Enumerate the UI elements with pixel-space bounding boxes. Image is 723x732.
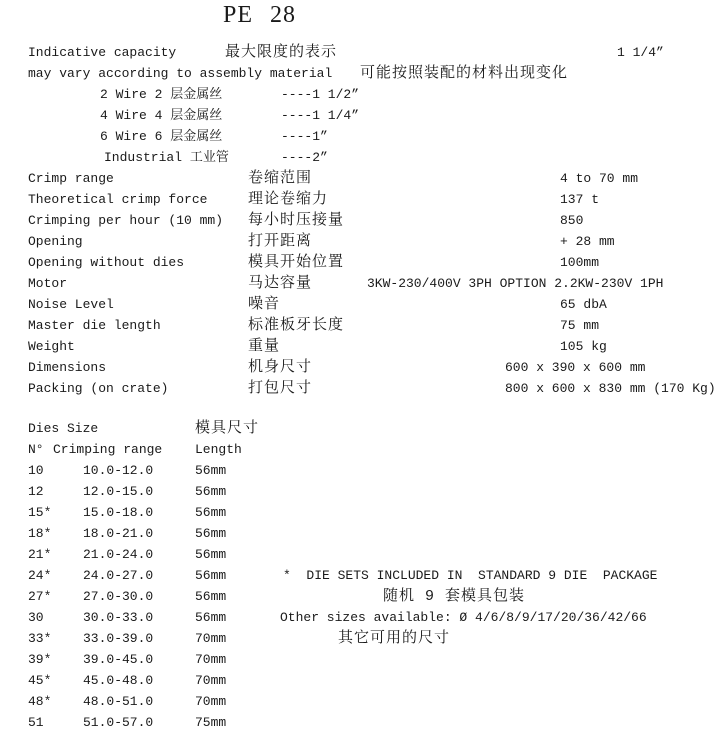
- capacity-note-zh: 可能按照装配的材料出现变化: [360, 65, 569, 82]
- spec-value: 100mm: [560, 255, 600, 270]
- die-range: 30.0-33.0: [83, 610, 154, 625]
- spec-label-zh: 标准板牙长度: [248, 317, 345, 334]
- dies-title-row: [0, 418, 723, 439]
- die-range: 39.0-45.0: [83, 652, 154, 667]
- capacity-line: [0, 84, 723, 105]
- dies-col-range: Crimping range: [53, 442, 163, 457]
- die-range: 21.0-24.0: [83, 547, 154, 562]
- spec-row: [0, 294, 723, 315]
- spec-label-zh: 模具开始位置: [248, 254, 345, 271]
- die-row: [0, 649, 723, 670]
- spec-label-zh: 噪音: [248, 296, 281, 313]
- die-range: 33.0-39.0: [83, 631, 154, 646]
- spec-label-en: Noise Level: [28, 297, 114, 312]
- die-row: [0, 670, 723, 691]
- spec-label-en: Crimping per hour (10 mm): [28, 213, 224, 228]
- die-number: 10: [28, 463, 44, 478]
- spec-label-zh: 打包尺寸: [248, 380, 313, 397]
- die-length: 70mm: [195, 631, 227, 646]
- note-other-sizes-en: Other sizes available: Ø 4/6/8/9/17/20/36/42/66: [280, 610, 647, 625]
- capacity-line: [0, 147, 723, 168]
- dies-title-zh: 模具尺寸: [195, 420, 260, 437]
- capacity-value: 1 1/4”: [617, 45, 664, 60]
- die-length: 56mm: [195, 589, 227, 604]
- die-range: 45.0-48.0: [83, 673, 154, 688]
- spec-label-zh: 重量: [248, 338, 281, 355]
- die-number: 39*: [28, 652, 52, 667]
- die-number: 12: [28, 484, 44, 499]
- capacity-note-en: may vary according to assembly material: [28, 66, 333, 81]
- die-number: 24*: [28, 568, 52, 583]
- spec-label-en: Motor: [28, 276, 68, 291]
- spec-label-en: Theoretical crimp force: [28, 192, 208, 207]
- die-length: 56mm: [195, 526, 227, 541]
- capacity-line-label: 6 Wire 6 层金属丝: [100, 129, 223, 144]
- page-title: PE 28: [223, 2, 297, 28]
- die-range: 51.0-57.0: [83, 715, 154, 730]
- die-length: 70mm: [195, 694, 227, 709]
- die-range: 27.0-30.0: [83, 589, 154, 604]
- capacity-label-en: Indicative capacity: [28, 45, 177, 60]
- die-number: 48*: [28, 694, 52, 709]
- spec-label-en: Weight: [28, 339, 75, 354]
- spec-value: 137 t: [560, 192, 600, 207]
- die-range: 48.0-51.0: [83, 694, 154, 709]
- die-row: [0, 460, 723, 481]
- capacity-line-value: ----1”: [281, 129, 328, 144]
- spec-value: + 28 mm: [560, 234, 615, 249]
- die-range: 10.0-12.0: [83, 463, 154, 478]
- die-number: 18*: [28, 526, 52, 541]
- die-row: [0, 607, 723, 628]
- die-row: [0, 628, 723, 649]
- die-row: [0, 502, 723, 523]
- die-row: [0, 565, 723, 586]
- spec-row: [0, 336, 723, 357]
- capacity-line-value: ----1 1/2”: [281, 87, 360, 102]
- capacity-line-label: 4 Wire 4 层金属丝: [100, 108, 223, 123]
- spec-label-zh: 马达容量: [248, 275, 313, 292]
- spec-row: [0, 189, 723, 210]
- die-row: [0, 691, 723, 712]
- spec-row: [0, 231, 723, 252]
- die-row: [0, 481, 723, 502]
- capacity-line-value: ----2”: [281, 150, 328, 165]
- dies-title-en: Dies Size: [28, 421, 99, 436]
- die-row: [0, 523, 723, 544]
- spec-label-en: Opening without dies: [28, 255, 185, 270]
- spec-label-en: Opening: [28, 234, 83, 249]
- spec-row: [0, 210, 723, 231]
- spec-row: [0, 357, 723, 378]
- die-row: [0, 712, 723, 732]
- spec-label-zh: 卷缩范围: [248, 170, 313, 187]
- die-number: 15*: [28, 505, 52, 520]
- dies-col-n: N°: [28, 442, 44, 457]
- spec-row: [0, 273, 723, 294]
- die-number: 33*: [28, 631, 52, 646]
- die-range: 24.0-27.0: [83, 568, 154, 583]
- capacity-label-zh: 最大限度的表示: [225, 44, 338, 61]
- spec-label-en: Dimensions: [28, 360, 107, 375]
- capacity-line: [0, 126, 723, 147]
- dies-header-row: [0, 439, 723, 460]
- die-range: 18.0-21.0: [83, 526, 154, 541]
- spec-label-en: Master die length: [28, 318, 161, 333]
- capacity-line-label: Industrial 工业管: [104, 150, 229, 165]
- die-range: 12.0-15.0: [83, 484, 154, 499]
- spec-row: [0, 168, 723, 189]
- die-range: 15.0-18.0: [83, 505, 154, 520]
- die-length: 70mm: [195, 673, 227, 688]
- die-length: 56mm: [195, 463, 227, 478]
- spec-label-en: Crimp range: [28, 171, 114, 186]
- die-number: 27*: [28, 589, 52, 604]
- die-number: 45*: [28, 673, 52, 688]
- spec-value: 3KW-230/400V 3PH OPTION 2.2KW-230V 1PH: [367, 276, 664, 291]
- note-die-sets-en: * DIE SETS INCLUDED IN STANDARD 9 DIE PACKAGE: [283, 568, 658, 583]
- spec-row: [0, 252, 723, 273]
- spec-label-zh: 机身尺寸: [248, 359, 313, 376]
- dies-col-length: Length: [195, 442, 242, 457]
- spec-value: 850: [560, 213, 584, 228]
- die-length: 70mm: [195, 652, 227, 667]
- die-length: 56mm: [195, 610, 227, 625]
- die-length: 56mm: [195, 484, 227, 499]
- spec-value: 75 mm: [560, 318, 600, 333]
- spec-label-zh: 理论卷缩力: [248, 191, 329, 208]
- spec-label-zh: 打开距离: [248, 233, 313, 250]
- spec-label-zh: 每小时压接量: [248, 212, 345, 229]
- die-row: [0, 544, 723, 565]
- capacity-line-label: 2 Wire 2 层金属丝: [100, 87, 223, 102]
- spec-row: [0, 378, 723, 399]
- capacity-row: [0, 42, 723, 63]
- spec-value: 4 to 70 mm: [560, 171, 639, 186]
- die-number: 30: [28, 610, 44, 625]
- die-row: [0, 586, 723, 607]
- spec-value: 600 x 390 x 600 mm: [505, 360, 646, 375]
- die-length: 56mm: [195, 568, 227, 583]
- spec-row: [0, 315, 723, 336]
- capacity-note-row: [0, 63, 723, 84]
- capacity-line-value: ----1 1/4”: [281, 108, 360, 123]
- note-die-sets-zh: 随机 9 套模具包装: [383, 588, 526, 605]
- spec-value: 105 kg: [560, 339, 607, 354]
- die-length: 75mm: [195, 715, 227, 730]
- spec-label-en: Packing (on crate): [28, 381, 169, 396]
- note-other-sizes-zh: 其它可用的尺寸: [338, 630, 451, 647]
- die-length: 56mm: [195, 547, 227, 562]
- spec-value: 65 dbA: [560, 297, 607, 312]
- die-number: 51: [28, 715, 44, 730]
- spec-value: 800 x 600 x 830 mm (170 Kg): [505, 381, 716, 396]
- die-length: 56mm: [195, 505, 227, 520]
- die-number: 21*: [28, 547, 52, 562]
- capacity-line: [0, 105, 723, 126]
